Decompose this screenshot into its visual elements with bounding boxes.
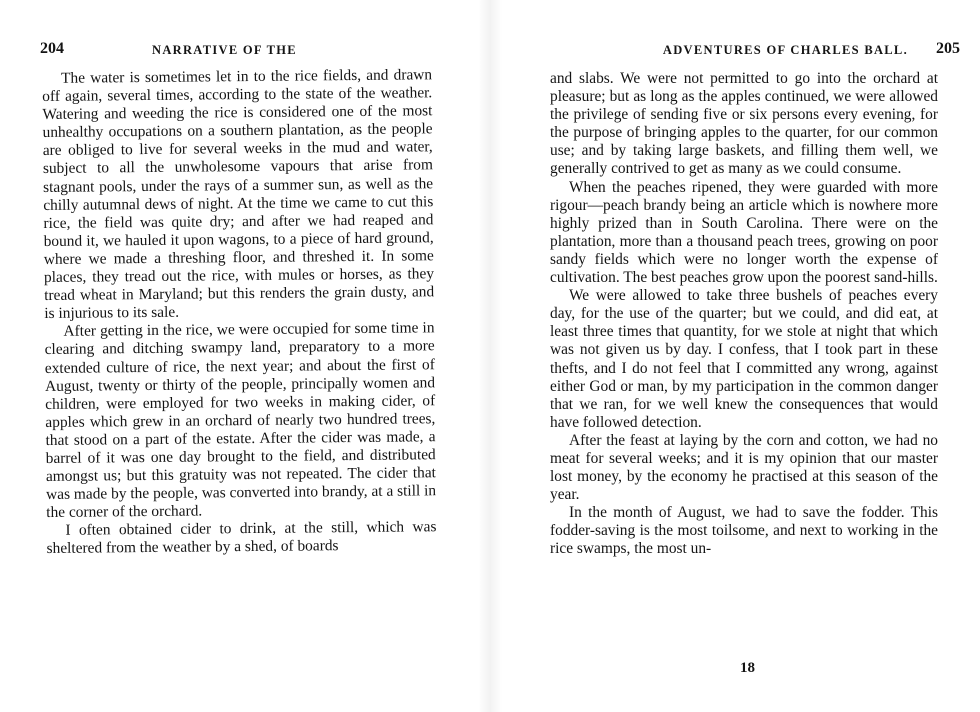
right-paragraph: We were allowed to take three bushels of peaches every day, for the use of the quarter; but we could, and did eat, at least three times that quantity, for we stole at night that which was not given us by day. I confess, that I took part in these thefts, and I do not feel that I committed any wrong, against either God or man, by my participation in the common danger that we ran, for we well knew the consequences that would have followed detection. — [550, 287, 938, 431]
left-running-head — [40, 40, 450, 62]
right-page-text — [550, 70, 938, 559]
left-page-text — [42, 66, 437, 558]
right-paragraph: When the peaches ripened, they were guarded with more rigour—peach brandy being an article which is nowhere more highly prized than in South Carolina. There were on the plantation, more than a thousand peach trees, growing on poor sandy fields which were no longer worth the expense of cultivation. The best peaches grow upon the poorest sand-hills. — [550, 178, 938, 287]
right-running-head — [540, 40, 960, 62]
right-running-title: ADVENTURES OF CHARLES BALL. — [662, 43, 908, 57]
right-page-number: 205 — [936, 40, 960, 57]
right-paragraph: In the month of August, we had to save the fodder. This fodder-saving is the most toilsome, and next to working in the rice swamps, the most un- — [550, 504, 938, 558]
left-page-number: 204 — [40, 40, 64, 57]
right-paragraph: and slabs. We were not permitted to go into the orchard at pleasure; but as long as the apples continued, we were allowed the privilege of sending five or six persons every evening, for the purpose of bringing apples to the quarter, for our common use; and by taking large baskets, and filling them well, we generally contrived to get as many as we could consume. — [550, 70, 938, 178]
signature-mark: 18 — [740, 660, 755, 676]
right-page — [490, 0, 980, 712]
right-paragraph: After the feast at laying by the corn and cotton, we had no meat for several weeks; and it is my opinion that our master lost money, by the economy he practised at this season of the year. — [550, 431, 938, 504]
left-paragraph: The water is sometimes let in to the rice fields, and drawn off again, several times, according to the state of the weather. Watering and weeding the rice is considered one of the most unhealthy occupations on a southern plantation, as the people are obliged to live for several weeks in the mud and water, subject to all the unwholesome vapours that arise from stagnant pools, under the rays of a summer sun, as well as the chilly autumnal dews of night. At the time we came to cut this rice, the field was quite dry; and after we had reaped and bound it, we hauled it upon wagons, to a piece of hard ground, where we made a threshing floor, and threshed it. In some places, they tread out the rice, with mules or horses, as they tread wheat in Maryland; but this renders the grain dusty, and is injurious to its sale. — [42, 66, 435, 323]
left-running-title: NARRATIVE OF THE — [152, 43, 297, 57]
left-paragraph: After getting in the rice, we were occupied for some time in clearing and ditching swampy land, preparatory to a more extended culture of rice, the next year; and about the first of August, twenty or thirty of the people, principally women and children, were employed for two weeks in making cider, of apples which grew in an orchard of nearly two hundred trees, that stood on a part of the estate. After the cider was made, a barrel of it was one day brought to the field, and distributed amongst us; but this gratuity was not repeated. The cider that was made by the people, was converted into brandy, at a still in the corner of the orchard. — [44, 319, 437, 522]
left-paragraph: I often obtained cider to drink, at the still, which was sheltered from the weather by a shed, of boards — [46, 518, 437, 558]
